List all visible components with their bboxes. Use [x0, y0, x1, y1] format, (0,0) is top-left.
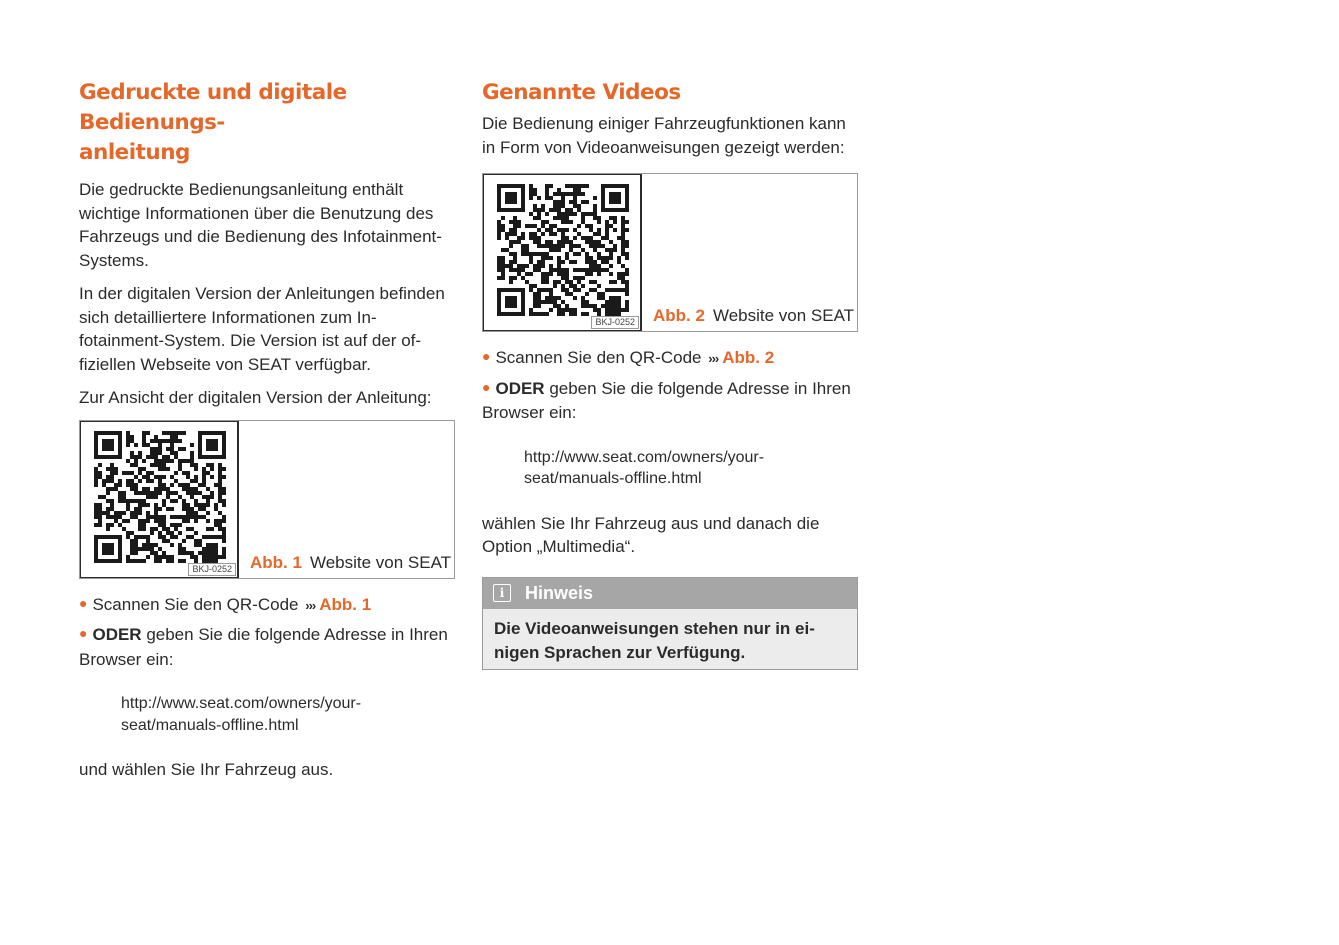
- bullet-dot-icon: ●: [482, 348, 491, 364]
- bullet-text: Scannen Sie den QR-Code: [495, 348, 702, 367]
- heading-line-2: anleitung: [79, 140, 190, 165]
- url-line-1: http://www.seat.com/owners/your-: [524, 448, 765, 466]
- bullet-text: geben Sie die folgende Adresse in Ihren Browser ein:: [79, 625, 448, 669]
- note-title: Hinweis: [525, 582, 594, 603]
- figure-code: BKJ-0252: [591, 316, 639, 329]
- paragraph: Zur Ansicht der digitalen Version der Anleitung:: [79, 388, 432, 407]
- figure-2: [482, 173, 858, 332]
- bullet-item: [79, 623, 455, 671]
- bullet-item: [482, 377, 858, 425]
- bullet-item: [79, 593, 455, 618]
- url-line-2: seat/manuals-offline.html: [121, 716, 299, 734]
- bullet-text: Scannen Sie den QR-Code: [92, 594, 299, 614]
- qr-code-icon: [497, 184, 629, 316]
- qr-modules: [94, 431, 226, 563]
- paragraph: Die gedruckte Bedienungsanleitung enthält wichtige Informationen über die Benutzung des Fahrzeugs und die Bedienung des Infotainment-Systems.: [79, 180, 442, 270]
- bullet-dot-icon: ●: [482, 378, 491, 395]
- right-column: [482, 78, 858, 670]
- figure-caption: [653, 305, 854, 327]
- url-line-2: seat/manuals-offline.html: [524, 470, 702, 487]
- url-text[interactable]: [121, 693, 455, 736]
- info-icon: i: [493, 584, 511, 602]
- figure-caption-text: Website von SEAT: [712, 306, 855, 325]
- figure-reference-link[interactable]: Abb. 1: [319, 594, 372, 614]
- left-column: [79, 78, 455, 792]
- url-text[interactable]: [524, 447, 858, 490]
- qr-code-icon: [94, 431, 226, 563]
- qr-code-frame: [80, 421, 239, 578]
- section-heading: [79, 78, 455, 168]
- figure-caption: [250, 552, 451, 574]
- bullet-dot-icon: ●: [79, 594, 88, 611]
- paragraph: In der digitalen Version der Anleitungen befinden sich detailliertere Informationen zum Infotainment-System. Die Version ist auf der offiziellen Webseite von SEAT verfügbar.: [79, 284, 445, 374]
- bullet-text: geben Sie die folgende Adresse in Ihren Browser ein:: [482, 378, 851, 422]
- url-line-1: http://www.seat.com/owners/your-: [121, 695, 362, 712]
- note-box: [482, 577, 858, 670]
- figure-1: [79, 420, 455, 579]
- figure-code: BKJ-0252: [188, 563, 236, 576]
- figure-caption-text: Website von SEAT: [309, 552, 452, 572]
- bullet-item: [482, 346, 858, 371]
- figure-reference-link[interactable]: Abb. 2: [722, 348, 775, 367]
- paragraph: Die Bedienung einiger Fahrzeugfunktionen kann in Form von Videoanweisungen gezeigt werden:: [482, 114, 846, 157]
- qr-code-frame: [483, 174, 642, 331]
- heading-line-1: Gedruckte und digitale Bedienungs-: [79, 80, 347, 135]
- bullet-dot-icon: ●: [79, 625, 88, 641]
- bullet-bold: ODER: [92, 625, 142, 644]
- reference-arrows-icon: ›››: [305, 597, 316, 613]
- note-text: Die Videoanweisungen stehen nur in einigen Sprachen zur Verfügung.: [483, 609, 857, 669]
- bullet-bold: ODER: [495, 378, 545, 398]
- note-header: [483, 578, 857, 609]
- figure-number: Abb. 2: [653, 306, 705, 325]
- section-heading: Genannte Videos: [482, 80, 681, 105]
- paragraph: und wählen Sie Ihr Fahrzeug aus.: [79, 760, 334, 779]
- reference-arrows-icon: ›››: [708, 351, 719, 366]
- qr-modules: [497, 184, 629, 316]
- paragraph: wählen Sie Ihr Fahrzeug aus und danach die Option „Multimedia“.: [482, 513, 820, 556]
- figure-number: Abb. 1: [250, 552, 302, 572]
